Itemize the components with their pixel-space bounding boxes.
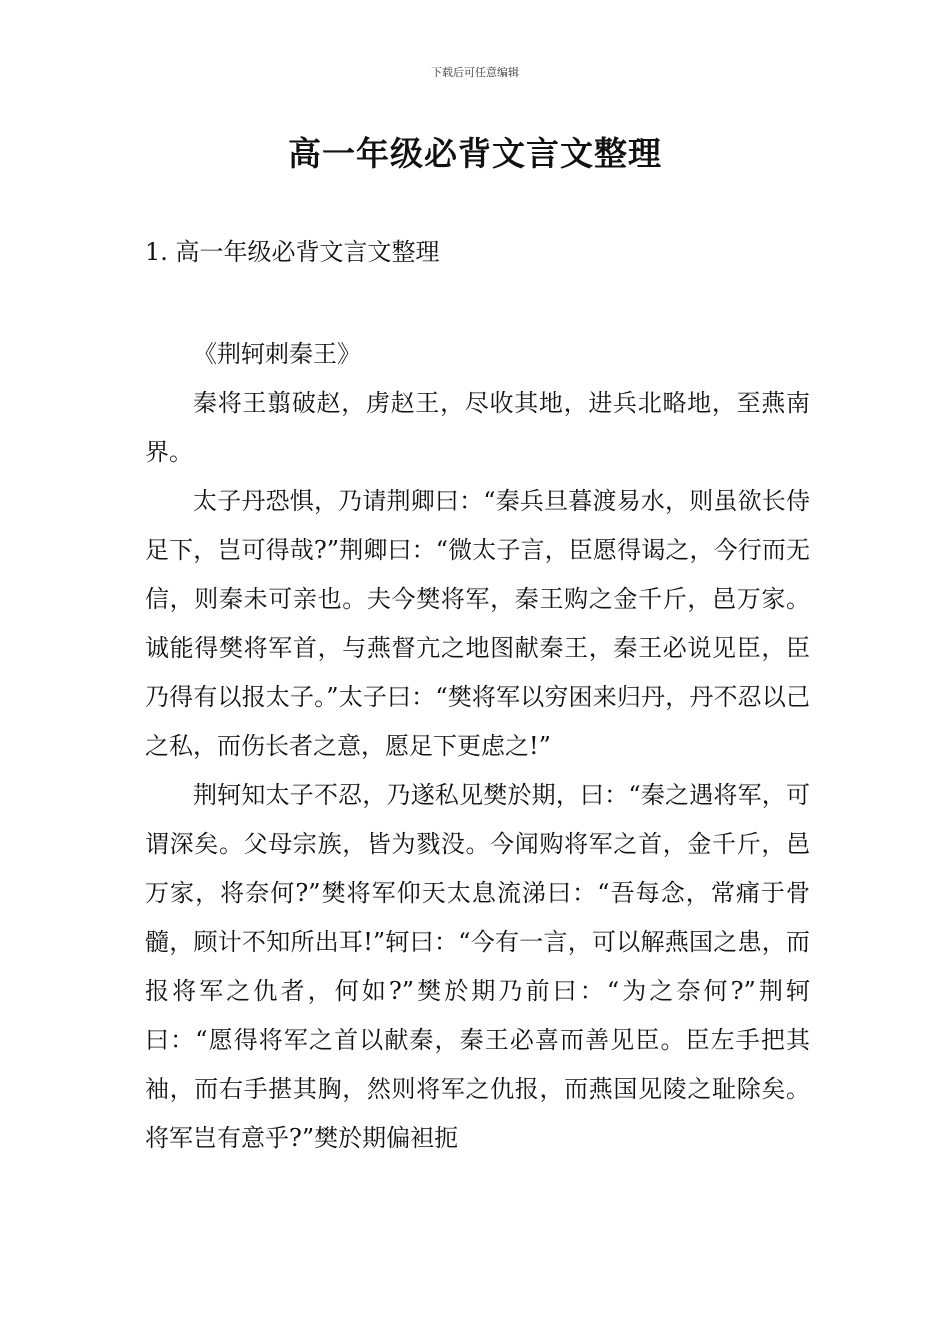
body-text: [145, 330, 810, 1163]
work-title: 《荆轲刺秦王》: [193, 340, 361, 368]
document-title: 高一年级必背文言文整理: [288, 134, 662, 173]
paragraph-2: 太子丹恐惧，乃请荆卿曰：“秦兵旦暮渡易水，则虽欲长侍足下，岂可得哉?”荆卿曰：“微太子言，臣愿得谒之，今行而无信，则秦未可亲也。夫今樊将军，秦王购之金千斤，邑万家。诚能得樊将军首，与燕督亢之地图献秦王，秦王必说见臣，臣乃得有以报太子。”太子曰：“樊将军以穷困来归丹，丹不忍以己之私，而伤长者之意，愿足下更虑之!”: [145, 487, 810, 760]
section-heading: 1. 高一年级必背文言文整理: [145, 238, 440, 266]
header-note: 下载后可任意编辑: [431, 66, 519, 79]
paragraph-1: 秦将王翦破赵，虏赵王，尽收其地，进兵北略地，至燕南界。: [145, 389, 810, 466]
paragraph-3: 荆轲知太子不忍，乃遂私见樊於期，曰：“秦之遇将军，可谓深矣。父母宗族，皆为戮没。今闻购将军之首，金千斤，邑万家，将奈何?”樊将军仰天太息流涕曰：“吾每念，常痛于骨髓，顾计不知所出耳!”轲曰：“今有一言，可以解燕国之患，而报将军之仇者，何如?”樊於期乃前曰：“为之奈何?”荆轲曰：“愿得将军之首以献秦，秦王必喜而善见臣。臣左手把其袖，而右手揕其胸，然则将军之仇报，而燕国见陵之耻除矣。将军岂有意乎?”樊於期偏袒扼: [145, 781, 810, 1152]
